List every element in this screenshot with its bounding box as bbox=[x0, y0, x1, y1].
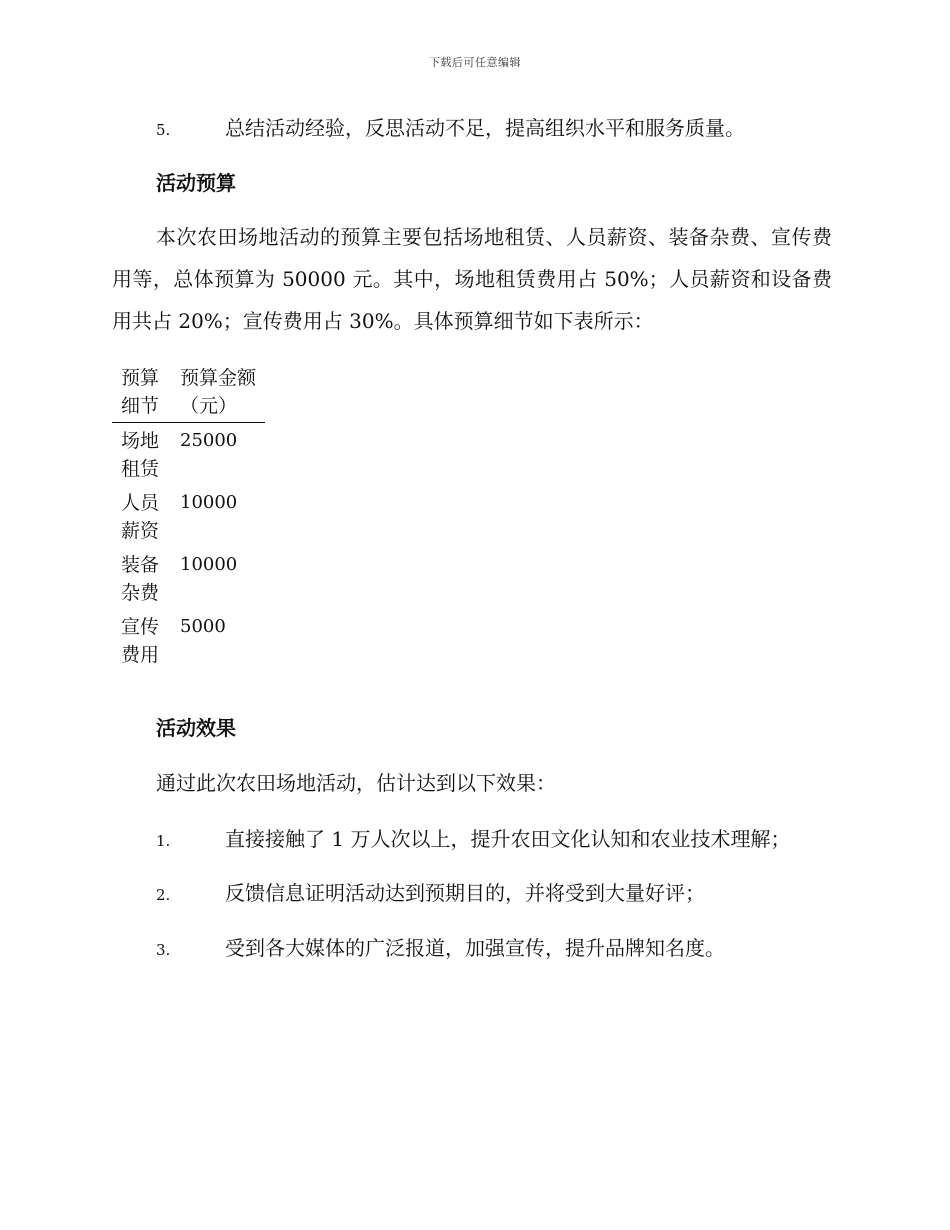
table-cell: 25000 bbox=[180, 430, 238, 451]
list-text: 直接接触了 1 万人次以上，提升农田文化认知和农业技术理解； bbox=[225, 827, 791, 851]
table-cell: 宣传费用 bbox=[121, 616, 160, 666]
list-number: 3. bbox=[156, 941, 171, 959]
table-row bbox=[112, 485, 265, 547]
list-item bbox=[156, 880, 705, 908]
list-item bbox=[156, 935, 725, 963]
list-item bbox=[156, 115, 745, 143]
list-item bbox=[156, 826, 790, 854]
budget-paragraph: 本次农田场地活动的预算主要包括场地租赁、人员薪资、装备杂费、宣传费用等，总体预算为 50000 元。其中，场地租赁费用占 50%；人员薪资和设备费用共占 20%；宣传费用占 30%。具体预算细节如下表所示： bbox=[112, 225, 832, 333]
table-cell: 10000 bbox=[180, 492, 238, 513]
table-header-cell: 预算细节 bbox=[112, 364, 177, 423]
list-number: 2. bbox=[156, 886, 171, 904]
table-cell: 场地租赁 bbox=[121, 430, 160, 480]
table-row bbox=[112, 547, 265, 609]
list-text: 反馈信息证明活动达到预期目的，并将受到大量好评； bbox=[225, 881, 705, 905]
table-cell: 5000 bbox=[180, 616, 226, 637]
table-cell: 10000 bbox=[180, 554, 238, 575]
effect-heading: 活动效果 bbox=[156, 716, 236, 740]
table-row bbox=[112, 423, 265, 486]
table-header-cell: 预算金额（元） bbox=[177, 364, 265, 423]
table-header-row bbox=[112, 364, 265, 423]
budget-heading: 活动预算 bbox=[156, 171, 236, 195]
page-header: 下载后可任意编辑 bbox=[429, 56, 521, 69]
list-text: 总结活动经验，反思活动不足，提高组织水平和服务质量。 bbox=[225, 116, 745, 140]
budget-table bbox=[112, 364, 265, 671]
table-cell: 装备杂费 bbox=[121, 554, 160, 604]
list-text: 受到各大媒体的广泛报道，加强宣传，提升品牌知名度。 bbox=[225, 936, 725, 960]
list-number: 1. bbox=[156, 832, 171, 850]
effect-intro: 通过此次农田场地活动，估计达到以下效果： bbox=[156, 771, 556, 795]
table-row bbox=[112, 609, 265, 671]
table-cell: 人员薪资 bbox=[121, 492, 160, 542]
list-number: 5. bbox=[156, 121, 171, 139]
